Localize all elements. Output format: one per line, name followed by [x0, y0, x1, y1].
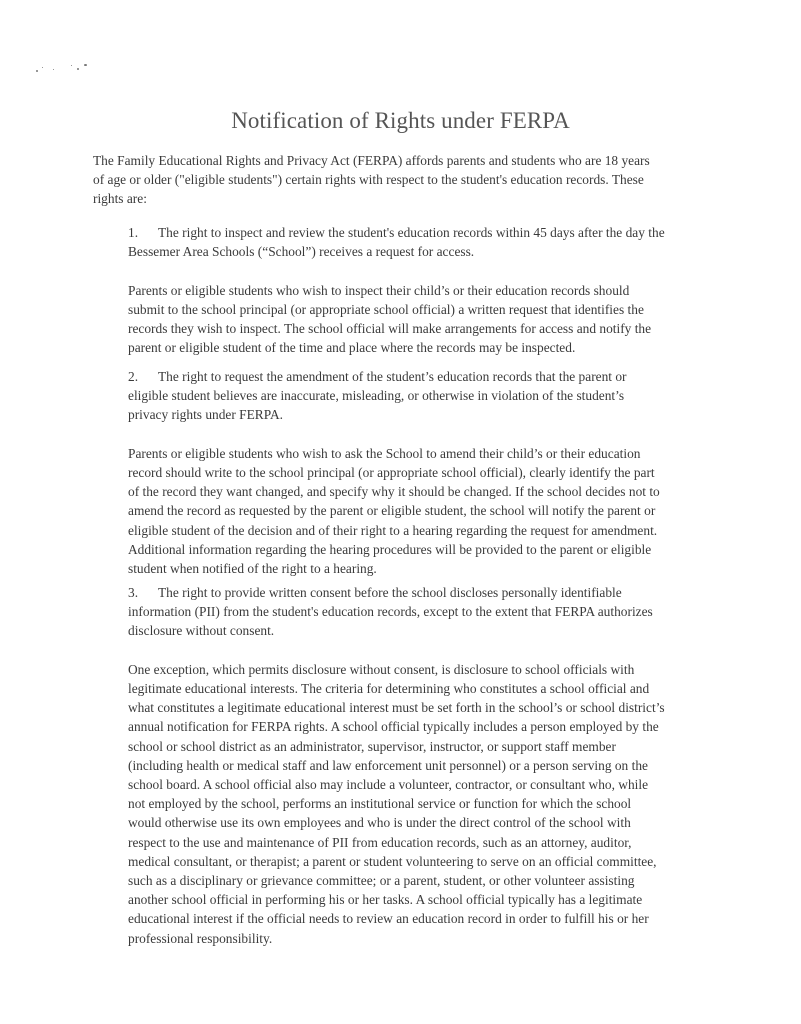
intro-line: The Family Educational Rights and Privacy Act (FERPA) affords parents and students who are 18 years — [93, 153, 650, 168]
right-statement-3: 3. The right to provide written consent before the school discloses personally identifiable information (PII) from the student's education records, except to the extent that FERPA authorizes disclosure without consent. — [128, 585, 653, 639]
right-statement-2: 2. The right to request the amendment of the student’s education records that the parent or eligible student believes are inaccurate, misleading, or otherwise in violation of the student’s privacy rights under FERPA. — [128, 369, 627, 423]
intro-line: of age or older ("eligible students") certain rights with respect to the student's education records. These — [93, 172, 644, 188]
intro-line: rights are: — [93, 191, 147, 207]
scan-specks — [30, 58, 100, 78]
intro-paragraph — [93, 151, 703, 209]
section-number: 1. — [128, 225, 139, 240]
right-detail-3: One exception, which permits disclosure without consent, is disclosure to school officials with legitimate educational interests. The criteria for determining who constitutes a school official and what constitutes a legitimate educational interest must be set forth in the school’s or school district’s annual notification for FERPA rights. A school official typically includes a person employed by the school or school district as an administrator, supervisor, instructor, or support staff member (including health or medical staff and law enforcement unit personnel) or a person serving on the school board. A school official also may include a volunteer, contractor, or consultant who, while not employed by the school, performs an institutional service or function for which the school would otherwise use its own employees and who is under the direct control of the school with respect to the use and maintenance of PII from education records, such as an attorney, auditor, medical consultant, or therapist; a parent or student volunteering to serve on an official committee, such as a disciplinary or grievance committee; or a parent, student, or other volunteer assisting another school official in performing his or her tasks. A school official typically has a legitimate educational interest if the official needs to review an education record in order to fulfill his or her professional responsibility. — [128, 661, 665, 946]
section-1 — [128, 223, 708, 377]
section-3 — [128, 583, 708, 967]
page-title: Notification of Rights under FERPA — [231, 108, 570, 133]
section-number: 3. — [128, 585, 139, 600]
section-number: 2. — [128, 369, 139, 384]
right-statement-1: 1. The right to inspect and review the student's education records within 45 days after the day the Bessemer Area Schools (“School”) receives a request for access. — [128, 225, 665, 260]
section-2 — [128, 367, 708, 597]
right-detail-1: Parents or eligible students who wish to inspect their child’s or their education records should submit to the school principal (or appropriate school official) a written request that identifies the records they wish to inspect. The school official will make arrangements for access and notify the parent or eligible student of the time and place where the records may be inspected. — [128, 282, 652, 356]
right-detail-2: Parents or eligible students who wish to ask the School to amend their child’s or their education record should write to the school principal (or appropriate school official), clearly identify the part of the record they want changed, and specify why it should be changed. If the school decides not to amend the record as requested by the parent or eligible student, the school will notify the parent or eligible student of the decision and of their right to a hearing regarding the request for amendment. Additional information regarding the hearing procedures will be provided to the parent or eligible student when notified of the right to a hearing. — [128, 445, 660, 577]
